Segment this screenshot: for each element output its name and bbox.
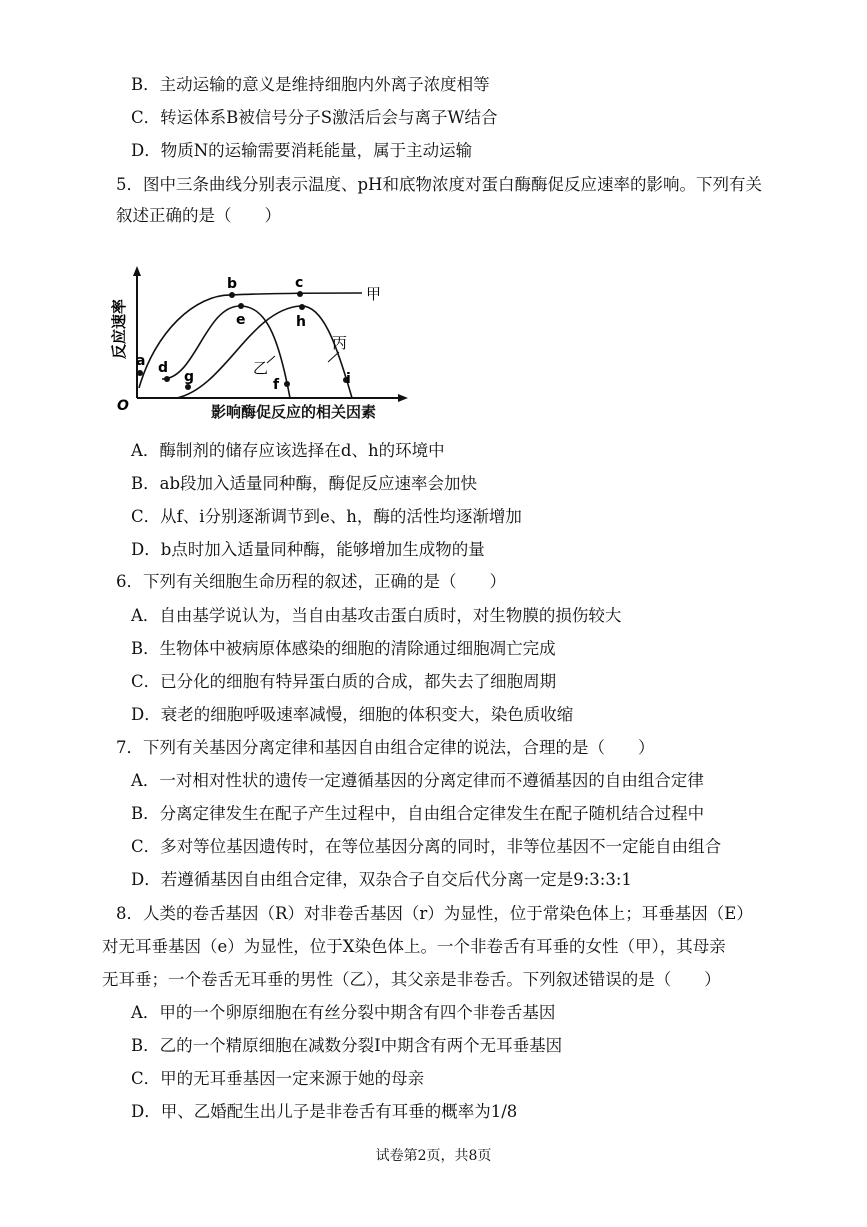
q6-stem: 6．下列有关细胞生命历程的叙述，正确的是（ ） [116,572,506,591]
q4-option-c: C．转运体系B被信号分子S激活后会与离子W结合 [131,108,498,127]
y-axis-label: 反应速率 [110,298,128,360]
q8-option-c: C．甲的无耳垂基因一定来源于她的母亲 [131,1069,425,1088]
q6-option-c: C．已分化的细胞有特异蛋白质的合成，都失去了细胞周期 [131,672,557,691]
q5-option-b: B．ab段加入适量同种酶，酶促反应速率会加快 [131,474,478,493]
label-e: e [236,312,246,328]
q4-option-d: D．物质N的运输需要消耗能量，属于主动运输 [131,141,473,160]
q8-stem-line3: 无耳垂；一个卷舌无耳垂的男性（乙），其父亲是非卷舌。下列叙述错误的是（ ） [102,970,721,989]
q8-stem-line1: 8．人类的卷舌基因（R）对非卷舌基因（r）为显性，位于常染色体上；耳垂基因（E） [116,904,753,923]
q7-stem: 7．下列有关基因分离定律和基因自由组合定律的说法，合理的是（ ） [116,738,655,757]
q8-option-b: B．乙的一个精原细胞在减数分裂Ⅰ中期含有两个无耳垂基因 [131,1036,563,1055]
label-d: d [158,360,169,376]
yi-leader-line [267,356,275,363]
curve-label-yi: 乙 [253,359,269,377]
point-c [297,291,303,297]
q7-option-b: B．分离定律发生在配子产生过程中，自由组合定律发生在配子随机结合过程中 [131,804,705,823]
q5-stem-line2: 叙述正确的是（ ） [116,206,281,225]
q8-stem-line2: 对无耳垂基因（e）为显性，位于X染色体上。一个非卷舌有耳垂的女性（甲），其母亲 [102,937,726,956]
enzyme-rate-graph [100,262,430,422]
curve-yi [162,306,290,398]
q4-option-b: B．主动运输的意义是维持细胞内外离子浓度相等 [131,75,490,94]
point-e [238,303,244,309]
x-axis-arrow [398,394,408,402]
q6-option-a: A．自由基学说认为，当自由基攻击蛋白质时，对生物膜的损伤较大 [131,606,622,625]
q5-option-a: A．酶制剂的储存应该选择在d、h的环境中 [131,441,445,460]
q7-option-c: C．多对等位基因遗传时，在等位基因分离的同时，非等位基因不一定能自由组合 [131,837,722,856]
y-axis-arrow [133,266,141,276]
origin-label: O [117,398,129,414]
curve-label-jia: 甲 [366,285,382,303]
label-b: b [227,276,238,292]
q5-option-d: D．b点时加入适量同种酶，能够增加生成物的量 [131,540,485,559]
point-a [137,370,143,376]
q8-option-a: A．甲的一个卵原细胞在有丝分裂中期含有四个非卷舌基因 [131,1003,556,1022]
label-g: g [184,369,195,385]
label-c: c [295,275,304,291]
q7-option-d: D．若遵循基因自由组合定律，双杂合子自交后代分离一定是9:3:3:1 [131,870,632,889]
point-b [229,292,235,298]
label-i: i [346,371,351,387]
point-d [164,376,170,382]
bing-leader-line [328,352,339,362]
q6-option-d: D．衰老的细胞呼吸速率减慢，细胞的体积变大，染色质收缩 [131,705,574,724]
label-h: h [296,314,306,330]
q6-option-b: B．生物体中被病原体感染的细胞的清除通过细胞凋亡完成 [131,639,556,658]
label-f: f [273,377,280,393]
q5-option-c: C．从f、i分别逐渐调节到e、h，酶的活性均逐渐增加 [131,507,522,526]
point-h [299,304,305,310]
curve-label-bing: 丙 [332,334,348,352]
x-axis-label: 影响酶促反应的相关因素 [211,403,377,421]
page-footer: 试卷第2页，共8页 [375,1148,492,1164]
point-f [284,381,290,387]
label-a: a [136,353,146,369]
q5-stem-line1: 5．图中三条曲线分别表示温度、pH和底物浓度对蛋白酶酶促反应速率的影响。下列有关 [116,175,762,194]
q7-option-a: A．一对相对性状的遗传一定遵循基因的分离定律而不遵循基因的自由组合定律 [131,771,704,790]
q8-option-d: D．甲、乙婚配生出儿子是非卷舌有耳垂的概率为1/8 [131,1102,518,1121]
